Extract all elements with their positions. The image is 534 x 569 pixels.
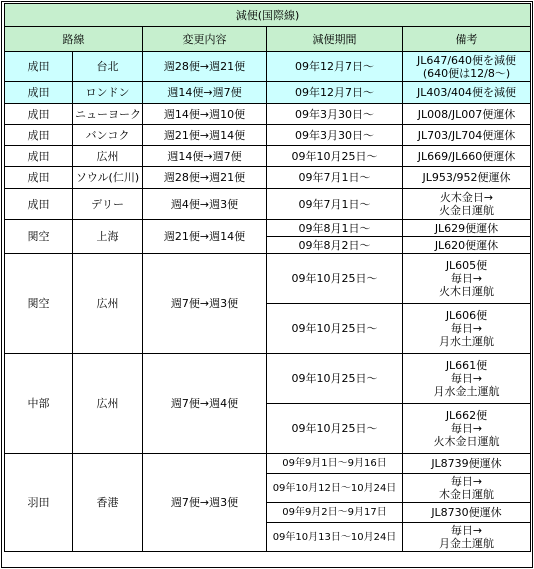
origin-cell: 成田	[5, 146, 73, 167]
period-cell: 09年3月30日〜	[267, 104, 403, 125]
period-cell: 09年12月7日〜	[267, 52, 403, 82]
notes-cell: JL661便 毎日→ 月水金土運航	[403, 354, 531, 404]
notes-cell: JL008/JL007便運休	[403, 104, 531, 125]
table-row	[5, 220, 531, 237]
notes-cell: 火木金日→ 火金日運航	[403, 189, 531, 220]
dest-cell: ロンドン	[73, 82, 143, 104]
change-cell: 週28便→週21便	[143, 52, 267, 82]
dest-cell: ソウル(仁川)	[73, 167, 143, 189]
change-cell: 週4便→週3便	[143, 189, 267, 220]
period-cell: 09年10月25日〜	[267, 146, 403, 167]
change-cell: 週21便→週14便	[143, 125, 267, 146]
period-cell: 09年10月13日〜10月24日	[267, 523, 403, 552]
notes-cell: 毎日→ 月金土運航	[403, 523, 531, 552]
notes-cell: JL703/JL704便運休	[403, 125, 531, 146]
period-cell: 09年8月1日〜	[267, 220, 403, 237]
origin-cell: 成田	[5, 52, 73, 82]
origin-cell: 成田	[5, 167, 73, 189]
dest-cell: ニューヨーク	[73, 104, 143, 125]
dest-cell: 台北	[73, 52, 143, 82]
period-cell: 09年3月30日〜	[267, 125, 403, 146]
header-route: 路線	[5, 27, 143, 52]
notes-cell: JL647/640便を減便 (640便は12/8〜)	[403, 52, 531, 82]
dest-cell: 広州	[73, 146, 143, 167]
change-cell: 週7便→週4便	[143, 354, 267, 454]
notes-cell: JL605便 毎日→ 火木日運航	[403, 254, 531, 304]
notes-cell: JL629便運休	[403, 220, 531, 237]
change-cell: 週28便→週21便	[143, 167, 267, 189]
period-cell: 09年10月12日〜10月24日	[267, 474, 403, 503]
origin-cell: 成田	[5, 104, 73, 125]
origin-cell: 関空	[5, 220, 73, 254]
reduction-table	[4, 3, 531, 552]
change-cell: 週7便→週3便	[143, 254, 267, 354]
dest-cell: バンコク	[73, 125, 143, 146]
notes-cell: 毎日→ 木金日運航	[403, 474, 531, 503]
table-row	[5, 454, 531, 474]
header-period: 減便期間	[267, 27, 403, 52]
dest-cell: 広州	[73, 354, 143, 454]
period-cell: 09年10月25日〜	[267, 304, 403, 354]
dest-cell: 広州	[73, 254, 143, 354]
period-cell: 09年10月25日〜	[267, 404, 403, 454]
change-cell: 週14便→週7便	[143, 146, 267, 167]
table-row	[5, 254, 531, 304]
notes-cell: JL403/404便を減便	[403, 82, 531, 104]
period-cell: 09年9月2日〜9月17日	[267, 503, 403, 523]
notes-cell: JL662便 毎日→ 火木金日運航	[403, 404, 531, 454]
period-cell: 09年9月1日〜9月16日	[267, 454, 403, 474]
notes-cell: JL8730便運休	[403, 503, 531, 523]
table-row	[5, 167, 531, 189]
notes-cell: JL8739便運休	[403, 454, 531, 474]
change-cell: 週21便→週14便	[143, 220, 267, 254]
origin-cell: 中部	[5, 354, 73, 454]
notes-cell: JL953/952便運休	[403, 167, 531, 189]
notes-cell: JL606便 毎日→ 月水土運航	[403, 304, 531, 354]
header-change: 変更内容	[143, 27, 267, 52]
change-cell: 週14便→週10便	[143, 104, 267, 125]
period-cell: 09年10月25日〜	[267, 354, 403, 404]
period-cell: 09年12月7日〜	[267, 82, 403, 104]
table-row	[5, 354, 531, 404]
notes-cell: JL669/JL660便運休	[403, 146, 531, 167]
period-cell: 09年7月1日〜	[267, 167, 403, 189]
table-row	[5, 125, 531, 146]
origin-cell: 関空	[5, 254, 73, 354]
dest-cell: 香港	[73, 454, 143, 552]
period-cell: 09年7月1日〜	[267, 189, 403, 220]
dest-cell: 上海	[73, 220, 143, 254]
origin-cell: 成田	[5, 82, 73, 104]
origin-cell: 成田	[5, 189, 73, 220]
dest-cell: デリー	[73, 189, 143, 220]
table-row	[5, 104, 531, 125]
table-row	[5, 82, 531, 104]
change-cell: 週7便→週3便	[143, 454, 267, 552]
table-title: 減便(国際線)	[5, 4, 531, 27]
header-notes: 備考	[403, 27, 531, 52]
table-row	[5, 189, 531, 220]
origin-cell: 成田	[5, 125, 73, 146]
period-cell: 09年8月2日〜	[267, 237, 403, 254]
table-row	[5, 146, 531, 167]
origin-cell: 羽田	[5, 454, 73, 552]
notes-cell: JL620便運休	[403, 237, 531, 254]
period-cell: 09年10月25日〜	[267, 254, 403, 304]
table-body	[5, 52, 531, 552]
table-row	[5, 52, 531, 82]
change-cell: 週14便→週7便	[143, 82, 267, 104]
